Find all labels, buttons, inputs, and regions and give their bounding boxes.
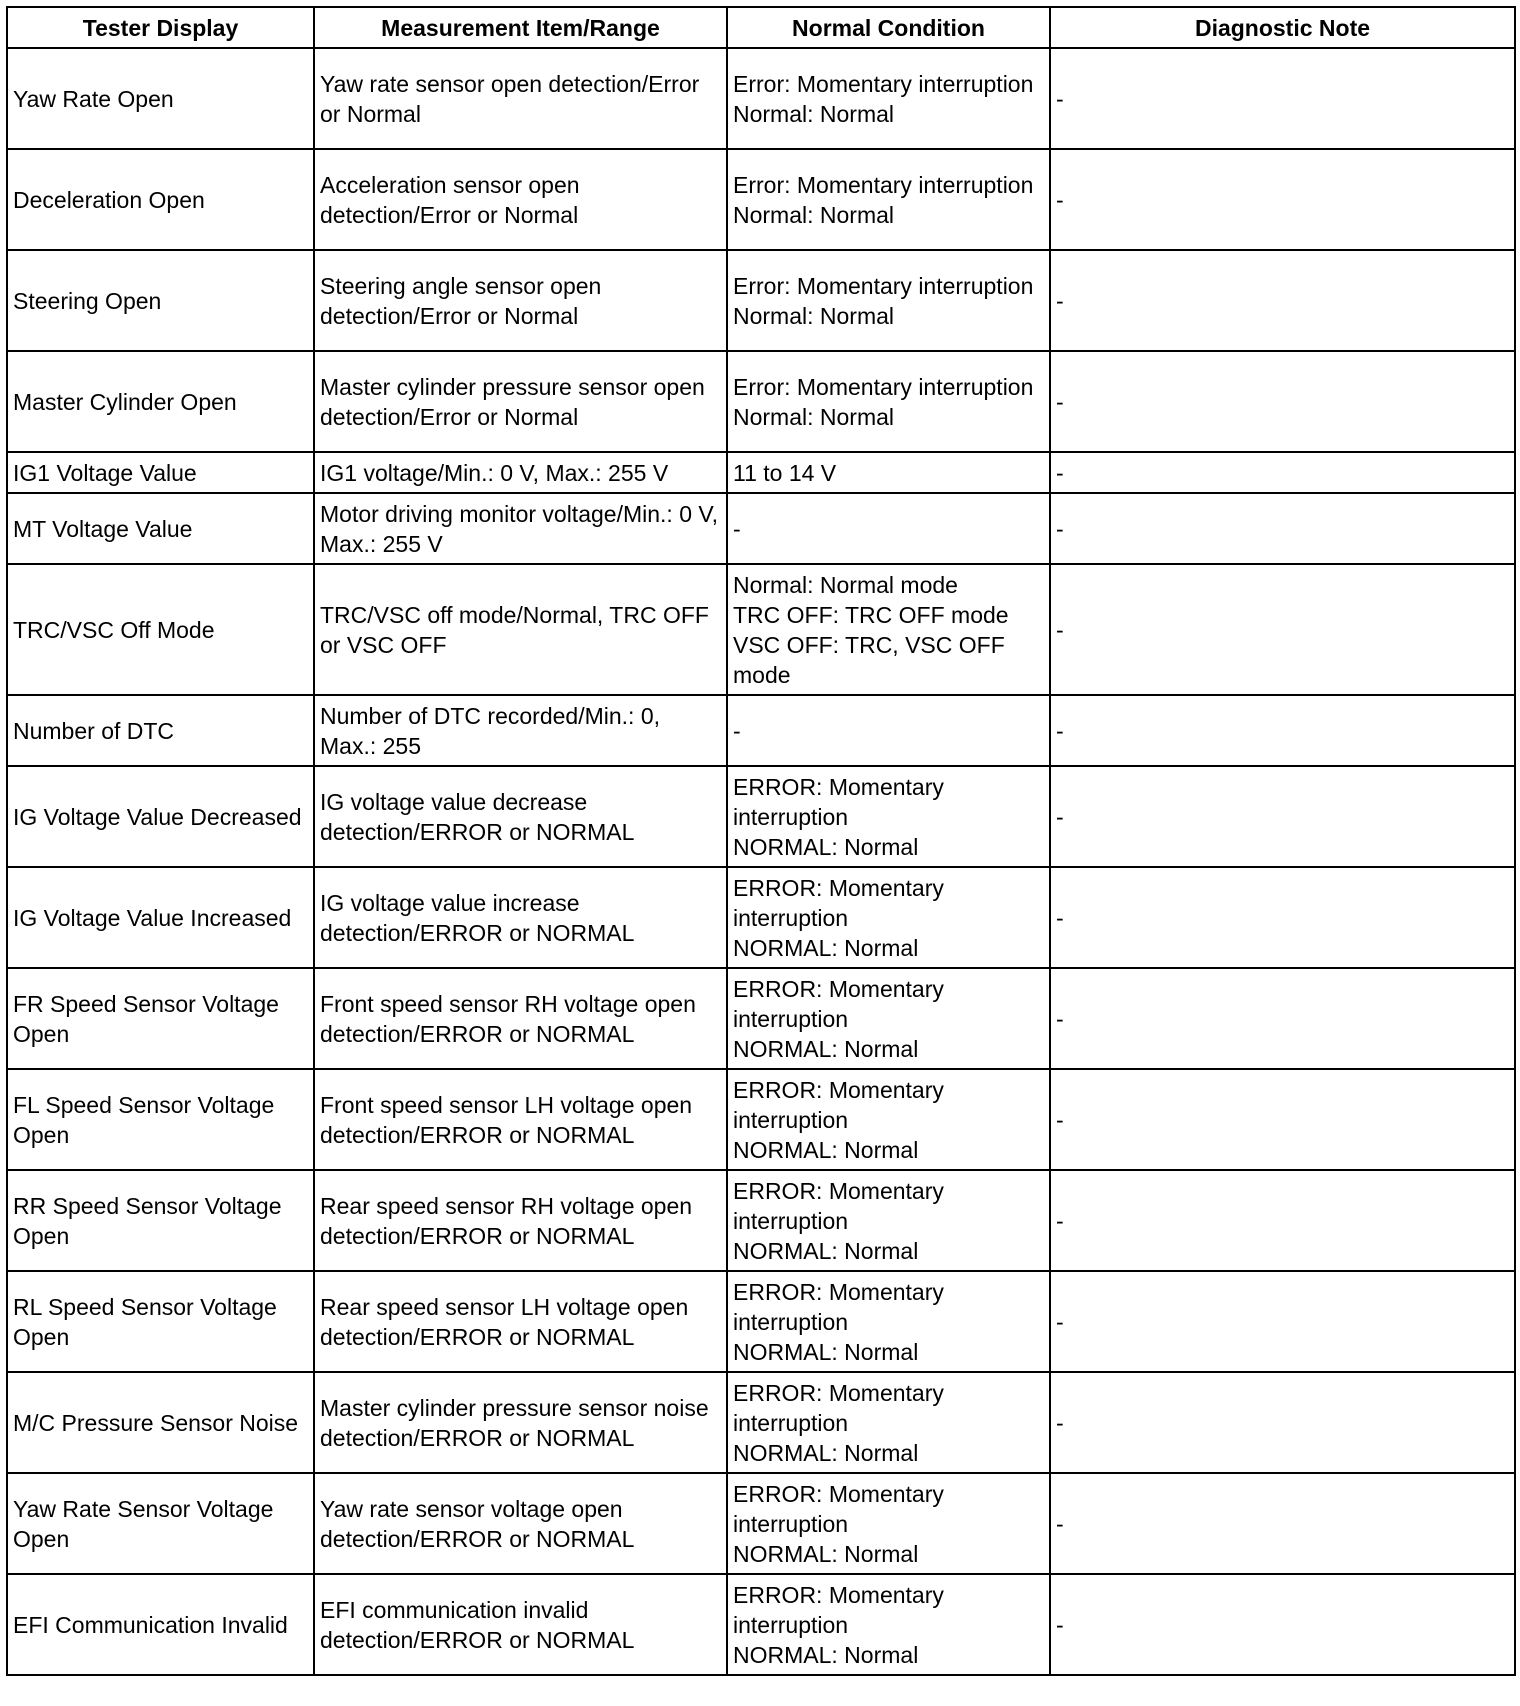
measurement-item-cell: EFI communication invalid detection/ERROR or NORMAL	[314, 1574, 727, 1675]
normal-condition-cell: Normal: Normal mode TRC OFF: TRC OFF mode VSC OFF: TRC, VSC OFF mode	[727, 564, 1050, 695]
tester-display-cell: Deceleration Open	[7, 149, 314, 250]
table-row	[7, 968, 1515, 1069]
normal-condition-cell: Error: Momentary interruption Normal: Normal	[727, 149, 1050, 250]
tester-display-cell: Yaw Rate Open	[7, 48, 314, 149]
measurement-item-cell: Front speed sensor LH voltage open detection/ERROR or NORMAL	[314, 1069, 727, 1170]
measurement-item-cell: IG voltage value decrease detection/ERROR or NORMAL	[314, 766, 727, 867]
table-row	[7, 452, 1515, 493]
measurement-item-cell: Master cylinder pressure sensor noise detection/ERROR or NORMAL	[314, 1372, 727, 1473]
table-row	[7, 867, 1515, 968]
diagnostic-note-cell: -	[1050, 867, 1515, 968]
normal-condition-cell: ERROR: Momentary interruption NORMAL: Normal	[727, 1574, 1050, 1675]
table-row	[7, 1170, 1515, 1271]
table-body	[7, 48, 1515, 1675]
diagnostic-note-cell: -	[1050, 695, 1515, 766]
table-row	[7, 1372, 1515, 1473]
diagnostic-note-cell: -	[1050, 493, 1515, 564]
table-row	[7, 149, 1515, 250]
normal-condition-cell: ERROR: Momentary interruption NORMAL: Normal	[727, 867, 1050, 968]
tester-display-cell: M/C Pressure Sensor Noise	[7, 1372, 314, 1473]
normal-condition-cell: Error: Momentary interruption Normal: Normal	[727, 351, 1050, 452]
normal-condition-cell: -	[727, 493, 1050, 564]
table-row	[7, 1473, 1515, 1574]
tester-display-cell: RR Speed Sensor Voltage Open	[7, 1170, 314, 1271]
header-normal-condition: Normal Condition	[727, 7, 1050, 48]
measurement-item-cell: Steering angle sensor open detection/Error or Normal	[314, 250, 727, 351]
table-row	[7, 1069, 1515, 1170]
measurement-item-cell: Yaw rate sensor voltage open detection/ERROR or NORMAL	[314, 1473, 727, 1574]
header-tester-display: Tester Display	[7, 7, 314, 48]
normal-condition-cell: ERROR: Momentary interruption NORMAL: Normal	[727, 1473, 1050, 1574]
diagnostic-note-cell: -	[1050, 766, 1515, 867]
diagnostic-note-cell: -	[1050, 1170, 1515, 1271]
diagnostic-note-cell: -	[1050, 48, 1515, 149]
measurement-item-cell: TRC/VSC off mode/Normal, TRC OFF or VSC OFF	[314, 564, 727, 695]
measurement-item-cell: Rear speed sensor RH voltage open detection/ERROR or NORMAL	[314, 1170, 727, 1271]
tester-display-cell: TRC/VSC Off Mode	[7, 564, 314, 695]
diagnostic-note-cell: -	[1050, 250, 1515, 351]
header-row	[7, 7, 1515, 48]
normal-condition-cell: ERROR: Momentary interruption NORMAL: Normal	[727, 1170, 1050, 1271]
normal-condition-cell: ERROR: Momentary interruption NORMAL: Normal	[727, 968, 1050, 1069]
tester-display-cell: Steering Open	[7, 250, 314, 351]
diagnostic-note-cell: -	[1050, 1372, 1515, 1473]
tester-display-cell: FR Speed Sensor Voltage Open	[7, 968, 314, 1069]
diagnostic-note-cell: -	[1050, 1574, 1515, 1675]
table-row	[7, 1574, 1515, 1675]
normal-condition-cell: Error: Momentary interruption Normal: Normal	[727, 48, 1050, 149]
normal-condition-cell: ERROR: Momentary interruption NORMAL: Normal	[727, 1271, 1050, 1372]
diagnostic-note-cell: -	[1050, 351, 1515, 452]
measurement-item-cell: Rear speed sensor LH voltage open detection/ERROR or NORMAL	[314, 1271, 727, 1372]
table-row	[7, 493, 1515, 564]
diagnostic-note-cell: -	[1050, 564, 1515, 695]
tester-display-cell: Yaw Rate Sensor Voltage Open	[7, 1473, 314, 1574]
measurement-item-cell: Front speed sensor RH voltage open detection/ERROR or NORMAL	[314, 968, 727, 1069]
diagnostic-data-table	[6, 6, 1516, 1676]
tester-display-cell: IG Voltage Value Increased	[7, 867, 314, 968]
tester-display-cell: Master Cylinder Open	[7, 351, 314, 452]
table-row	[7, 250, 1515, 351]
header-diagnostic-note: Diagnostic Note	[1050, 7, 1515, 48]
measurement-item-cell: Master cylinder pressure sensor open detection/Error or Normal	[314, 351, 727, 452]
diagnostic-note-cell: -	[1050, 149, 1515, 250]
normal-condition-cell: ERROR: Momentary interruption NORMAL: Normal	[727, 1372, 1050, 1473]
tester-display-cell: EFI Communication Invalid	[7, 1574, 314, 1675]
normal-condition-cell: 11 to 14 V	[727, 452, 1050, 493]
table-row	[7, 766, 1515, 867]
tester-display-cell: RL Speed Sensor Voltage Open	[7, 1271, 314, 1372]
diagnostic-note-cell: -	[1050, 968, 1515, 1069]
header-measurement-item: Measurement Item/Range	[314, 7, 727, 48]
table-row	[7, 1271, 1515, 1372]
diagnostic-note-cell: -	[1050, 1473, 1515, 1574]
normal-condition-cell: Error: Momentary interruption Normal: Normal	[727, 250, 1050, 351]
measurement-item-cell: Number of DTC recorded/Min.: 0, Max.: 255	[314, 695, 727, 766]
diagnostic-note-cell: -	[1050, 1069, 1515, 1170]
table-row	[7, 564, 1515, 695]
tester-display-cell: FL Speed Sensor Voltage Open	[7, 1069, 314, 1170]
diagnostic-note-cell: -	[1050, 452, 1515, 493]
tester-display-cell: IG Voltage Value Decreased	[7, 766, 314, 867]
measurement-item-cell: IG1 voltage/Min.: 0 V, Max.: 255 V	[314, 452, 727, 493]
tester-display-cell: MT Voltage Value	[7, 493, 314, 564]
tester-display-cell: Number of DTC	[7, 695, 314, 766]
table-row	[7, 48, 1515, 149]
table-row	[7, 351, 1515, 452]
measurement-item-cell: Yaw rate sensor open detection/Error or Normal	[314, 48, 727, 149]
tester-display-cell: IG1 Voltage Value	[7, 452, 314, 493]
measurement-item-cell: IG voltage value increase detection/ERROR or NORMAL	[314, 867, 727, 968]
normal-condition-cell: ERROR: Momentary interruption NORMAL: Normal	[727, 766, 1050, 867]
diagnostic-note-cell: -	[1050, 1271, 1515, 1372]
normal-condition-cell: -	[727, 695, 1050, 766]
measurement-item-cell: Acceleration sensor open detection/Error or Normal	[314, 149, 727, 250]
table-row	[7, 695, 1515, 766]
measurement-item-cell: Motor driving monitor voltage/Min.: 0 V, Max.: 255 V	[314, 493, 727, 564]
normal-condition-cell: ERROR: Momentary interruption NORMAL: Normal	[727, 1069, 1050, 1170]
